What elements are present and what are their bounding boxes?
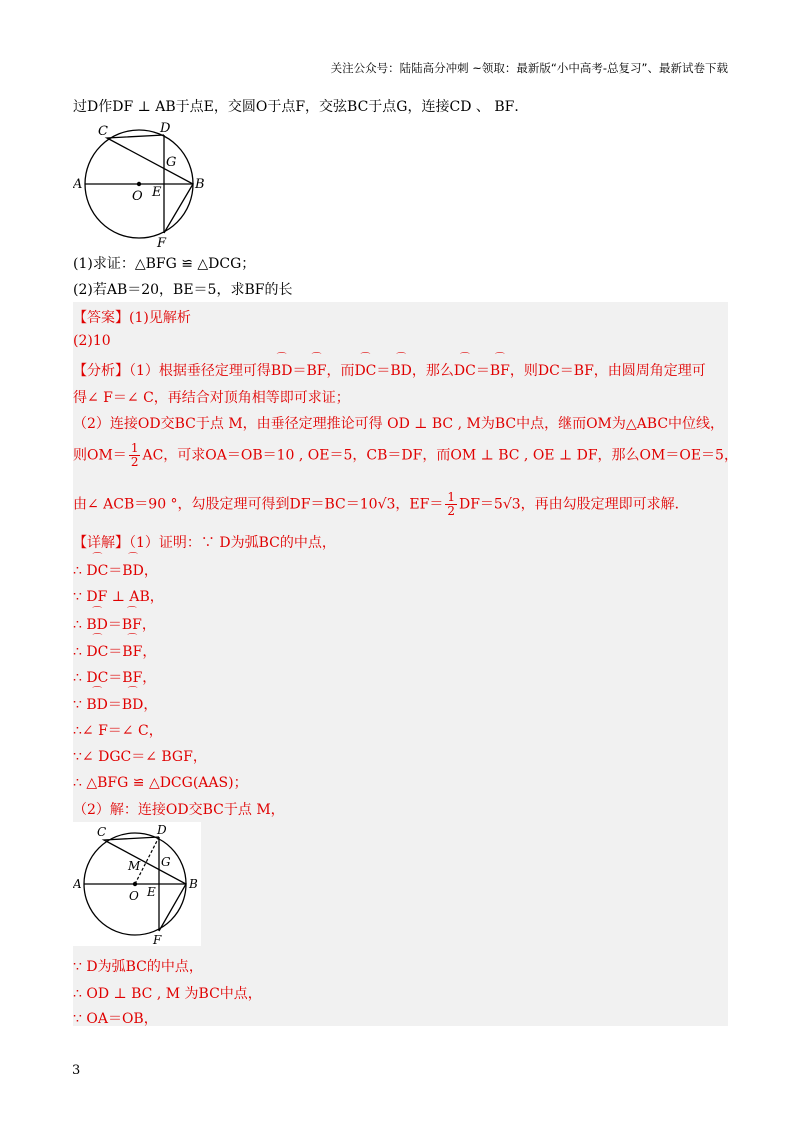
label-F: F <box>157 236 167 248</box>
question-part-1: (1)求证：△BFG ≌ △DCG； <box>73 256 256 272</box>
detail-line-4: ∴ ⌒ BD＝⌒ BF， <box>73 614 156 634</box>
page-header: 关注公众号：陆陆高分冲刺 ~领取：最新版“小中高考-总复习”、最新试卷下载 <box>330 61 728 75</box>
detail-line-11: （2）解：连接OD交BC于点 M， <box>73 802 285 818</box>
detail-line-10: ∴ △BFG ≌ △DCG(AAS)； <box>73 775 248 791</box>
label-D: D <box>160 121 171 136</box>
label-E: E <box>152 185 162 200</box>
detail-line-1: 【详解】（1）证明：∵ D为弧BC的中点， <box>73 535 336 551</box>
detail-line-9: ∵∠ DGC＝∠ BGF， <box>73 749 207 765</box>
analysis-line-5: 由∠ ACB＝90 °，勾股定理可得到DF＝BC＝10√3，EF＝ $\frac{1}{2}$ DF＝5√3，再由勾股定理即可求解． <box>73 490 689 518</box>
label-M: M <box>128 859 141 873</box>
label-D: D <box>157 823 167 837</box>
label-C: C <box>98 124 108 139</box>
detail-line-2: ∴ ⌒ DC＝⌒ BD， <box>73 560 158 580</box>
label-C: C <box>97 825 107 839</box>
circle-figure-2 <box>73 822 201 946</box>
label-O: O <box>132 189 143 204</box>
label-O: O <box>129 889 139 903</box>
analysis-line-2: 得∠ F＝∠ C，再结合对顶角相等即可求证； <box>73 390 350 406</box>
label-G: G <box>161 855 171 869</box>
detail-line-12: ∵ D为弧BC的中点， <box>73 959 203 975</box>
detail-line-13: ∴ OD ⊥ BC , M 为BC中点， <box>73 986 262 1002</box>
detail-line-14: ∵ OA＝OB， <box>73 1011 158 1027</box>
label-G: G <box>166 155 177 170</box>
answer-line-2: (2)10 <box>73 333 111 349</box>
label-A: A <box>73 877 82 891</box>
label-B: B <box>195 177 205 192</box>
detail-line-7: ∵ ⌒ BD＝⌒ BD， <box>73 694 157 714</box>
page-number: 3 <box>72 1063 81 1078</box>
answer-line-1: 【答案】(1)见解析 <box>73 310 191 326</box>
question-part-2: (2)若AB＝20，BE＝5，求BF的长 <box>73 282 293 298</box>
analysis-line-3: （2）连接OD交BC于点 M，由垂径定理推论可得 OD ⊥ BC , M为BC中点，继而OM为△ABC中位线， <box>73 416 725 432</box>
detail-line-8: ∴∠ F＝∠ C， <box>73 723 163 739</box>
detail-line-3: ∵ DF ⊥ AB， <box>73 589 164 605</box>
fraction-half: $\frac{1}{2}$ <box>447 490 455 518</box>
circle-figure-1 <box>73 118 213 248</box>
detail-line-5: ∴ ⌒ DC＝⌒ BF， <box>73 641 156 661</box>
label-F: F <box>153 933 162 946</box>
fraction-half: $\frac{1}{2}$ <box>130 441 139 469</box>
label-B: B <box>189 877 198 891</box>
analysis-line-4: 则OM＝ $\frac{1}{2}$ AC，可求OA＝OB＝10 , OE＝5，CB＝DF，而OM ⊥ BC , OE ⊥ DF，那么OM＝OE＝5， <box>73 441 738 469</box>
label-E: E <box>147 885 156 899</box>
label-A: A <box>73 177 83 192</box>
analysis-line-1: 【分析】（1）根据垂径定理可得⌒ BD＝⌒ BF，而⌒ DC＝⌒ BD，那么⌒ DC＝⌒ BF，则DC＝BF，由圆周角定理可 <box>73 360 706 380</box>
question-line-1: 过D作DF ⊥ AB于点E，交圆O于点F，交弦BC于点G，连接CD 、 BF． <box>73 99 529 115</box>
detail-line-6: ∴ DC＝BF， <box>73 670 157 686</box>
